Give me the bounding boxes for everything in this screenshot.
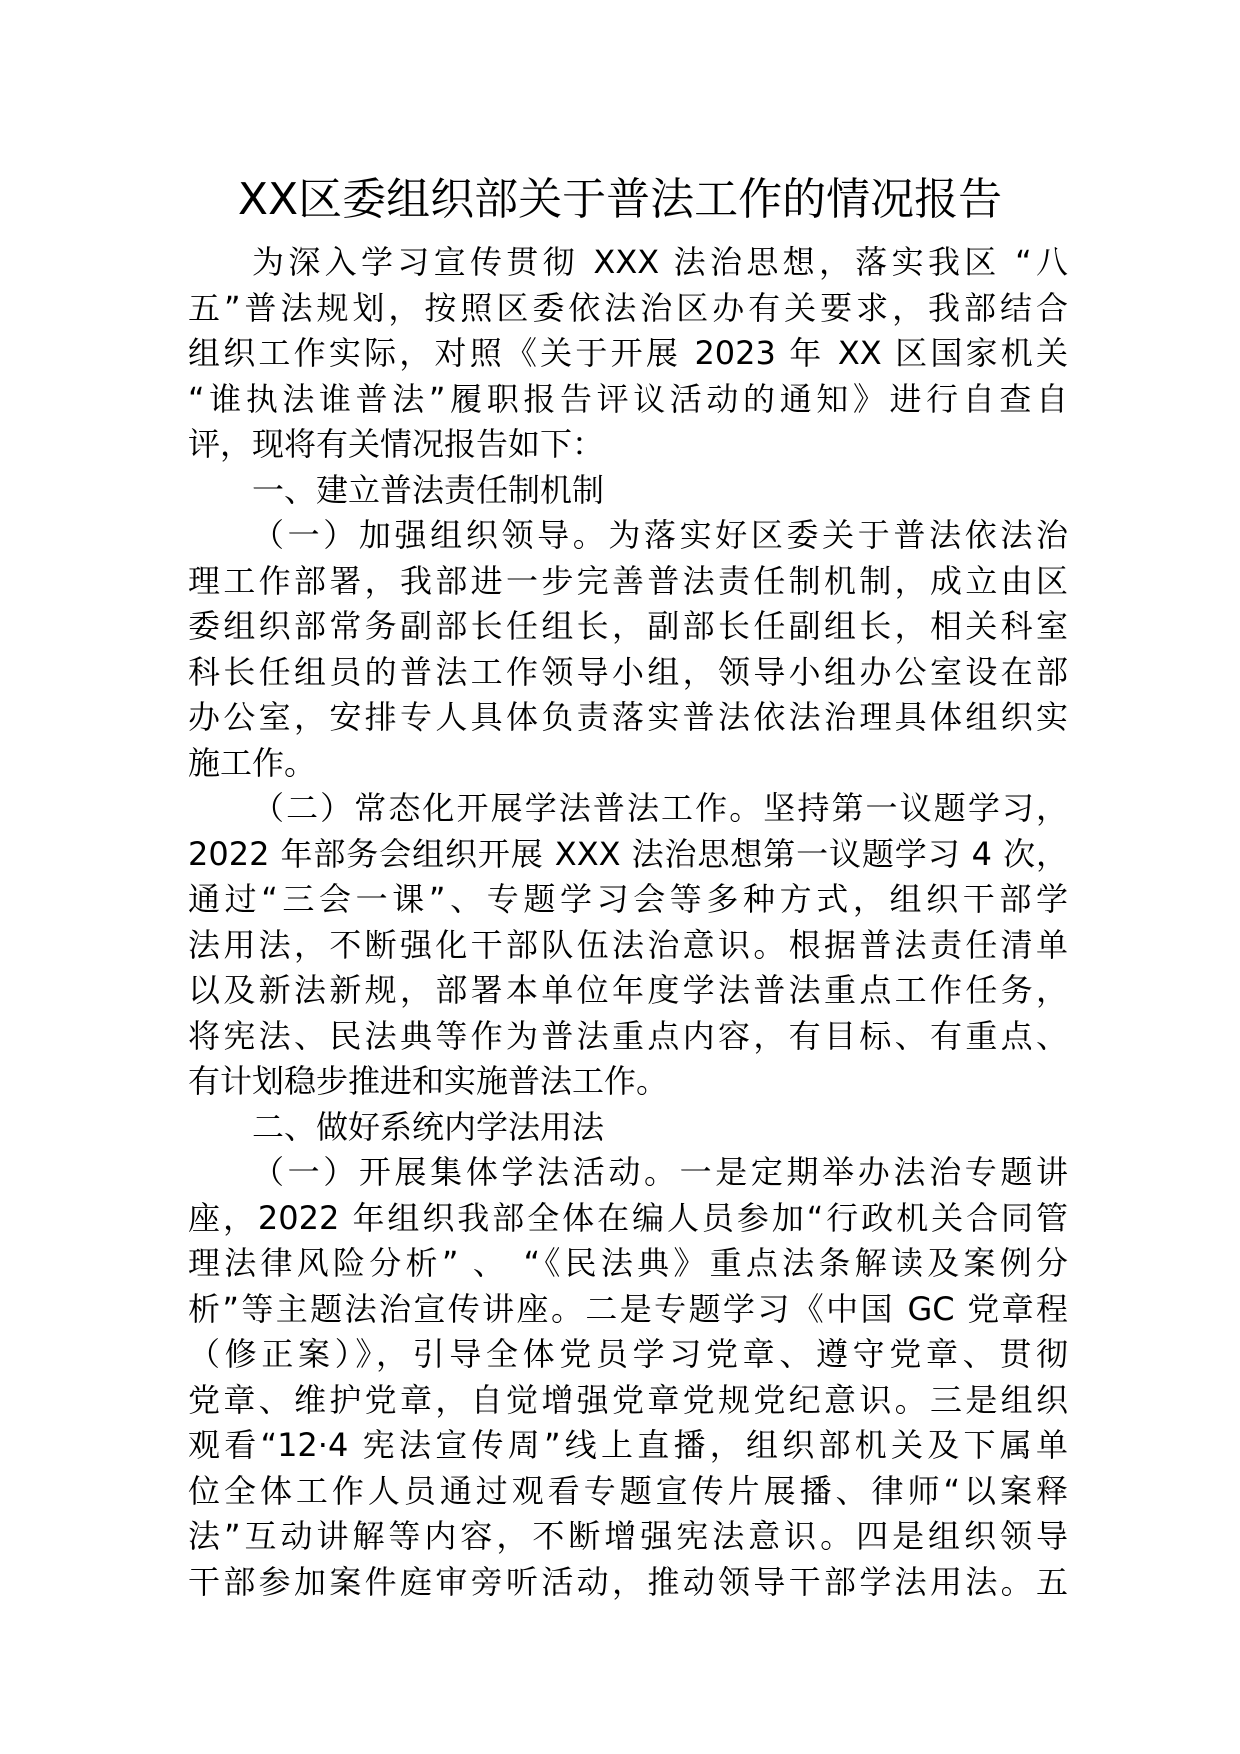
text-line: 办公室，安排专人具体负责落实普法依法治理具体组织实: [188, 698, 1068, 736]
text-line: 法用法，不断强化干部队伍法治意识。根据普法责任清单: [188, 925, 1068, 964]
section-1-item-1: [188, 513, 1068, 786]
text-line: 一、建立普法责任制机制: [252, 470, 605, 509]
document-title: XX区委组织部关于普法工作的情况报告: [237, 174, 1003, 225]
text-line: 理工作部署，我部进一步完善普法责任制机制，成立由区: [188, 561, 1068, 600]
text-line: 座，2022 年组织我部全体在编人员参加“行政机关合同管: [188, 1198, 1068, 1237]
text-line: 施工作。: [188, 743, 317, 782]
text-line: 法”互动讲解等内容，不断增强宪法意识。四是组织领导: [188, 1517, 1068, 1555]
text-line: 析”等主题法治宣传讲座。二是专题学习《中国 GC 党章程: [188, 1289, 1068, 1328]
text-line: 五”普法规划，按照区委依法治区办有关要求，我部结合: [188, 288, 1068, 327]
section-heading-2: [188, 1105, 1068, 1151]
text-line: 将宪法、民法典等作为普法重点内容，有目标、有重点、: [188, 1016, 1068, 1055]
text-line: 通过“三会一课”、专题学习会等多种方式，组织干部学: [188, 880, 1068, 918]
text-line: 有计划稳步推进和实施普法工作。: [188, 1062, 669, 1100]
text-line: （二）常态化开展学法普法工作。坚持第一议题学习，: [252, 789, 1068, 827]
text-line: （一）开展集体学法活动。一是定期举办法治专题讲: [252, 1153, 1068, 1191]
text-line: 组织工作实际，对照《关于开展 2023 年 XX 区国家机关: [188, 334, 1068, 372]
text-line: 委组织部常务副部长任组长，副部长任副组长，相关科室: [188, 607, 1068, 645]
text-line: （修正案）》，引导全体党员学习党章、遵守党章、贯彻: [188, 1335, 1068, 1373]
text-line: 干部参加案件庭审旁听活动，推动领导干部学法用法。五: [188, 1562, 1068, 1601]
text-line: 科长任组员的普法工作领导小组，领导小组办公室设在部: [188, 652, 1068, 691]
section-2-item-1: [188, 1150, 1068, 1605]
text-line: 党章、维护党章，自觉增强党章党规党纪意识。三是组织: [188, 1380, 1068, 1419]
text-line: 为深入学习宣传贯彻 XXX 法治思想，落实我区 “八: [252, 243, 1068, 281]
text-line: 观看“12·4 宪法宣传周”线上直播，组织部机关及下属单: [188, 1426, 1068, 1464]
intro-paragraph: [188, 240, 1068, 468]
text-line: 评，现将有关情况报告如下：: [188, 425, 605, 463]
text-line: 以及新法新规，部署本单位年度学法普法重点工作任务，: [188, 971, 1068, 1009]
text-line: 二、做好系统内学法用法: [252, 1107, 605, 1146]
text-line: 位全体工作人员通过观看专题宣传片展播、律师“以案释: [188, 1471, 1068, 1510]
text-line: 理法律风险分析” 、 “《民法典》重点法条解读及案例分: [188, 1244, 1068, 1282]
text-line: “谁执法谁普法”履职报告评议活动的通知》进行自查自: [188, 379, 1068, 418]
text-line: 2022 年部务会组织开展 XXX 法治思想第一议题学习 4 次，: [188, 834, 1068, 873]
document-body: [188, 240, 1068, 1605]
section-heading-1: [188, 468, 1068, 514]
text-line: （一）加强组织领导。为落实好区委关于普法依法治: [252, 516, 1068, 554]
section-1-item-2: [188, 786, 1068, 1105]
